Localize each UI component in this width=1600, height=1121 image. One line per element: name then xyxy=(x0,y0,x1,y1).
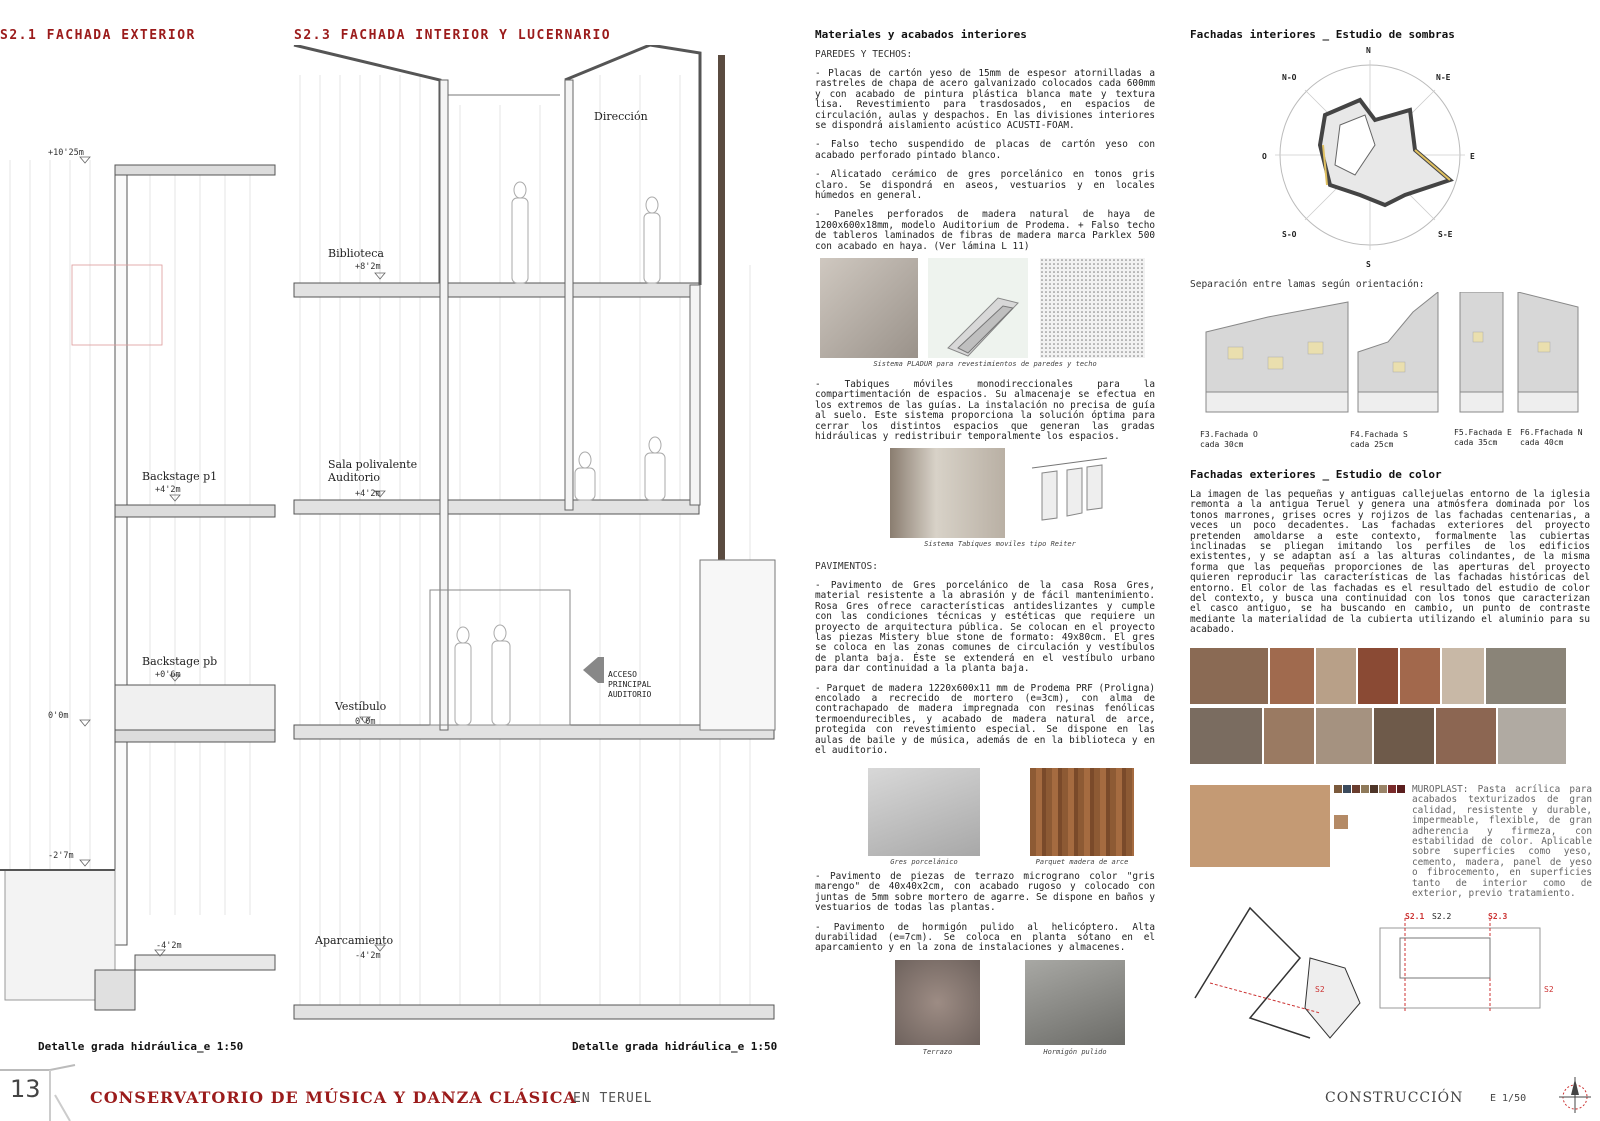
context-photo xyxy=(1264,708,1314,764)
color-text: La imagen de las pequeñas y antiguas callejuelas entorno de la iglesia remonta a la antigua Teruel y genera una atmósfera dominada por los tonos marrones, grises ocres y rojizos de las fachadas centenarias, a veces un poco decadentes. Las fachadas exteriores del proyecto pretenden amoldarse a este contexto, formalmente las cubiertas inclinadas se pliegan imitando los perfiles de los edificios existentes, y se adaptan así a las alturas colindantes, de la misma forma que las pequeñas proporciones de las aperturas del proyecto quieren reproducir las características de las fachadas históricas del entorno. El color de las fachadas es el resultado del estudio de color del contexto, y busca una continuidad con los tonos que caracterizan el casco antiguo, se ha buscando en cambio, un punto de contraste mediante la materialidad de la cubierta utilizando el aluminio para su acabado. xyxy=(1190,489,1590,636)
photo-pladur-room xyxy=(820,258,918,358)
f5-value: cada 35cm xyxy=(1454,438,1498,447)
context-photo xyxy=(1270,648,1314,704)
facade-elevations xyxy=(1198,292,1588,422)
materials-p7: - Parquet de madera 1220x600x11 mm de Prodema PRF (Proligna) encolado a recrecido de mortero (e=3cm), con alma de contrachapado de madera impregnada con resinas fenólicas termoendurecibles, y acabado de madera natural de arce, protegida con revestimiento especial. Se dispone en las aulas de baile y de música, además de en la biblioteca y en el auditorio. xyxy=(815,682,1155,757)
project-title: CONSERVATORIO DE MÚSICA Y DANZA CLÁSICA xyxy=(90,1088,577,1107)
key-s2-section: S2 xyxy=(1544,985,1554,994)
caption-pladur: Sistema PLADUR para revestimientos de paredes y techo xyxy=(873,360,1097,368)
color-swatch xyxy=(1334,785,1342,793)
f4-value: cada 25cm xyxy=(1350,440,1394,449)
compass-so: S-O xyxy=(1282,230,1297,239)
photo-hormigon xyxy=(1025,960,1125,1045)
caption-reiter: Sistema Tabiques moviles tipo Reiter xyxy=(924,540,1076,548)
muroplast-text: MUROPLAST: Pasta acrílica para acabados texturizados de gran calidad, resistente y durable, impermeable, flexible, de gran adherencia y firmeza, con estabilidad de color. Aplicable sobre superficies como yeso, cemento, madera, panel de yeso o fibrocemento, en superficies tanto de interior como de exterior, previo tratamiento. xyxy=(1412,784,1592,900)
context-photo xyxy=(1442,648,1484,704)
detail-caption-right: Detalle grada hidráulica_e 1:50 xyxy=(572,1040,778,1053)
detail-caption-left: Detalle grada hidráulica_e 1:50 xyxy=(38,1040,244,1053)
context-photo xyxy=(1498,708,1566,764)
materials-block-4 xyxy=(815,872,1155,954)
label-acceso-1: ACCESO xyxy=(608,670,637,679)
photo-perforated-panel xyxy=(1040,258,1145,358)
section-title-s23: S2.3 FACHADA INTERIOR Y LUCERNARIO xyxy=(294,28,612,43)
color-swatch xyxy=(1361,785,1369,793)
materials-block-3 xyxy=(815,561,1155,757)
label-sala: Sala polivalente xyxy=(328,458,418,471)
f4-label: F4.Fachada S xyxy=(1350,430,1408,439)
materials-p6: - Pavimento de Gres porcelánico de la casa Rosa Gres, material resistente a la abrasión y de fácil mantenimiento. Rosa Gres ofrece características antideslizantes y cumple con las condiciones técnicas y estéticas que requiere un proyecto de arquitectura pública. Se colocan en el proyecto las piezas Mistery blue stone de formato: 49x80cm. El gres se coloca en las zonas comunes de circulación y vestíbulos de planta baja. Éste se extenderá en el vestíbulo urbano para dar continuidad a la planta baja. xyxy=(815,580,1155,675)
compass-no: N-O xyxy=(1282,73,1297,82)
level-sala: +4'2m xyxy=(355,489,381,499)
label-acceso-3: AUDITORIO xyxy=(608,690,652,699)
f3-value: cada 30cm xyxy=(1200,440,1244,449)
color-swatch xyxy=(1370,785,1378,793)
photo-pladur-diagram xyxy=(928,258,1028,358)
color-swatch xyxy=(1388,785,1396,793)
materials-p5: - Tabiques móviles monodireccionales para la compartimentación de espacios. Su almacenaje se efectua en los extremos de las guías. La instalación no precisa de guía al suelo. Este sistema proporciona la solución óptima para cerrar los distintos espacios que generan las gradas hidráulicas y redistribuir temporalmente los espacios. xyxy=(815,379,1155,443)
floors-heading: PAVIMENTOS: xyxy=(815,561,878,572)
materials-p4: - Paneles perforados de madera natural de haya de 1200x600x18mm, modelo Auditorium de Prodema. + Falso techo de tableros laminados de fibras de madera marca Parklex 500 con acabado en haya. (Ver lámina L 11) xyxy=(815,209,1155,252)
muroplast-sample xyxy=(1190,785,1330,867)
level-minus42-s21: -4'2m xyxy=(156,941,182,951)
key-s22: S2.2 xyxy=(1432,912,1452,921)
color-swatch xyxy=(1343,785,1351,793)
f6-label: F6.Ffachada N xyxy=(1520,428,1583,437)
photo-movable-walls xyxy=(890,448,1005,538)
context-photo xyxy=(1486,648,1566,704)
color-swatch xyxy=(1352,785,1360,793)
separation-title: Separación entre lamas según orientación: xyxy=(1190,279,1425,290)
photo-parquet xyxy=(1030,768,1134,856)
key-s23: S2.3 xyxy=(1488,912,1508,921)
label-direccion: Dirección xyxy=(594,110,648,123)
section-title-s21: S2.1 FACHADA EXTERIOR xyxy=(0,28,196,43)
walls-heading: PAREDES Y TECHOS: xyxy=(815,49,913,60)
photo-gres xyxy=(868,768,980,856)
north-arrow-icon xyxy=(1555,1075,1595,1115)
color-swatch xyxy=(1397,785,1405,793)
shadows-title: Fachadas interiores _ Estudio de sombras xyxy=(1190,28,1455,41)
context-photo xyxy=(1316,648,1356,704)
compass-s: S xyxy=(1366,260,1371,269)
key-plan xyxy=(1190,898,1590,1048)
level-backstage-pb: +0'6m xyxy=(155,670,181,680)
context-photo xyxy=(1436,708,1496,764)
level-top: +10'25m xyxy=(48,148,84,158)
context-photo xyxy=(1190,708,1262,764)
context-photo xyxy=(1316,708,1372,764)
sheet-scale: E 1/50 xyxy=(1490,1093,1527,1104)
materials-p9: - Pavimento de hormigón pulido al helicóptero. Alta durabilidad (e=7cm). Se coloca en planta sótano en el aparcamiento y en la zona de instalaciones y almacenes. xyxy=(815,921,1155,954)
materials-block-2 xyxy=(815,380,1155,442)
materials-column xyxy=(815,28,1155,252)
color-title: Fachadas exteriores _ Estudio de color xyxy=(1190,468,1442,481)
level-aparcamiento: -4'2m xyxy=(355,951,381,961)
photo-movable-diagram xyxy=(1022,448,1112,538)
compass-ne: N-E xyxy=(1436,73,1451,82)
compass-o: O xyxy=(1262,152,1267,161)
photo-terrazo xyxy=(895,960,980,1045)
caption-gres: Gres porcelánico xyxy=(890,858,958,866)
section-drawing xyxy=(0,45,790,1040)
materials-p1: - Placas de cartón yeso de 15mm de espesor atornilladas a rastreles de chapa de acero galvanizado colocados cada 600mm y con acabado de pintura plástica blanca mate y textura lisa. Revestimiento para trasdosados, en espacios de circulación, aulas y despachos. En las divisiones interiores se dispondrá aislamiento acústico ACUSTI-FOAM. xyxy=(815,68,1155,132)
caption-hormigon: Hormigón pulido xyxy=(1043,1048,1107,1056)
label-aparcamiento: Aparcamiento xyxy=(315,934,394,947)
label-auditorio: Auditorio xyxy=(328,471,381,484)
project-place: EN TERUEL xyxy=(573,1091,653,1106)
materials-title: Materiales y acabados interiores xyxy=(815,28,1027,41)
label-backstage-p1: Backstage p1 xyxy=(142,470,218,483)
f6-value: cada 40cm xyxy=(1520,438,1564,447)
level-biblioteca: +8'2m xyxy=(355,262,381,272)
materials-p8: - Pavimento de piezas de terrazo micrograno color "gris marengo" de 40x40x2cm, con acabado rugoso y colocado con juntas de 5mm sobre mortero de agarre. Se dispone en baños y vestuarios de todas las plantas. xyxy=(815,871,1155,914)
label-backstage-pb: Backstage pb xyxy=(142,655,218,668)
level-backstage-p1: +4'2m xyxy=(155,485,181,495)
caption-terrazo: Terrazo xyxy=(922,1048,953,1056)
materials-p2: - Falso techo suspendido de placas de cartón yeso con acabado perforado pintado blanco. xyxy=(815,139,1155,161)
context-photo-grid xyxy=(1190,648,1590,766)
color-swatch xyxy=(1379,785,1387,793)
sheet-section: CONSTRUCCIÓN xyxy=(1325,1090,1464,1106)
materials-p3: - Alicatado cerámico de gres porcelánico en tonos gris claro. Se dispondrá en aseos, vestuarios y en locales húmedos en general. xyxy=(815,169,1155,202)
context-photo xyxy=(1374,708,1434,764)
key-s21: S2.1 xyxy=(1405,912,1425,921)
key-s2-plan: S2 xyxy=(1315,985,1325,994)
swatch-selected xyxy=(1334,815,1348,829)
level-vestibulo: 0'0m xyxy=(355,717,376,727)
caption-parquet: Parquet madera de arce xyxy=(1035,858,1129,866)
f5-label: F5.Fachada E xyxy=(1454,428,1512,437)
level-zero-s21: 0'0m xyxy=(48,711,69,721)
level-minus27: -2'7m xyxy=(48,851,74,861)
f3-label: F3.Fachada O xyxy=(1200,430,1258,439)
label-acceso-2: PRINCIPAL xyxy=(608,680,652,689)
compass-se: S-E xyxy=(1438,230,1453,239)
sheet-number: 13 xyxy=(10,1075,41,1103)
compass-n: N xyxy=(1366,46,1371,55)
context-photo xyxy=(1190,648,1268,704)
context-photo xyxy=(1400,648,1440,704)
label-vestibulo: Vestíbulo xyxy=(335,700,387,713)
label-biblioteca: Biblioteca xyxy=(328,247,384,260)
context-photo xyxy=(1358,648,1398,704)
compass-e: E xyxy=(1470,152,1475,161)
